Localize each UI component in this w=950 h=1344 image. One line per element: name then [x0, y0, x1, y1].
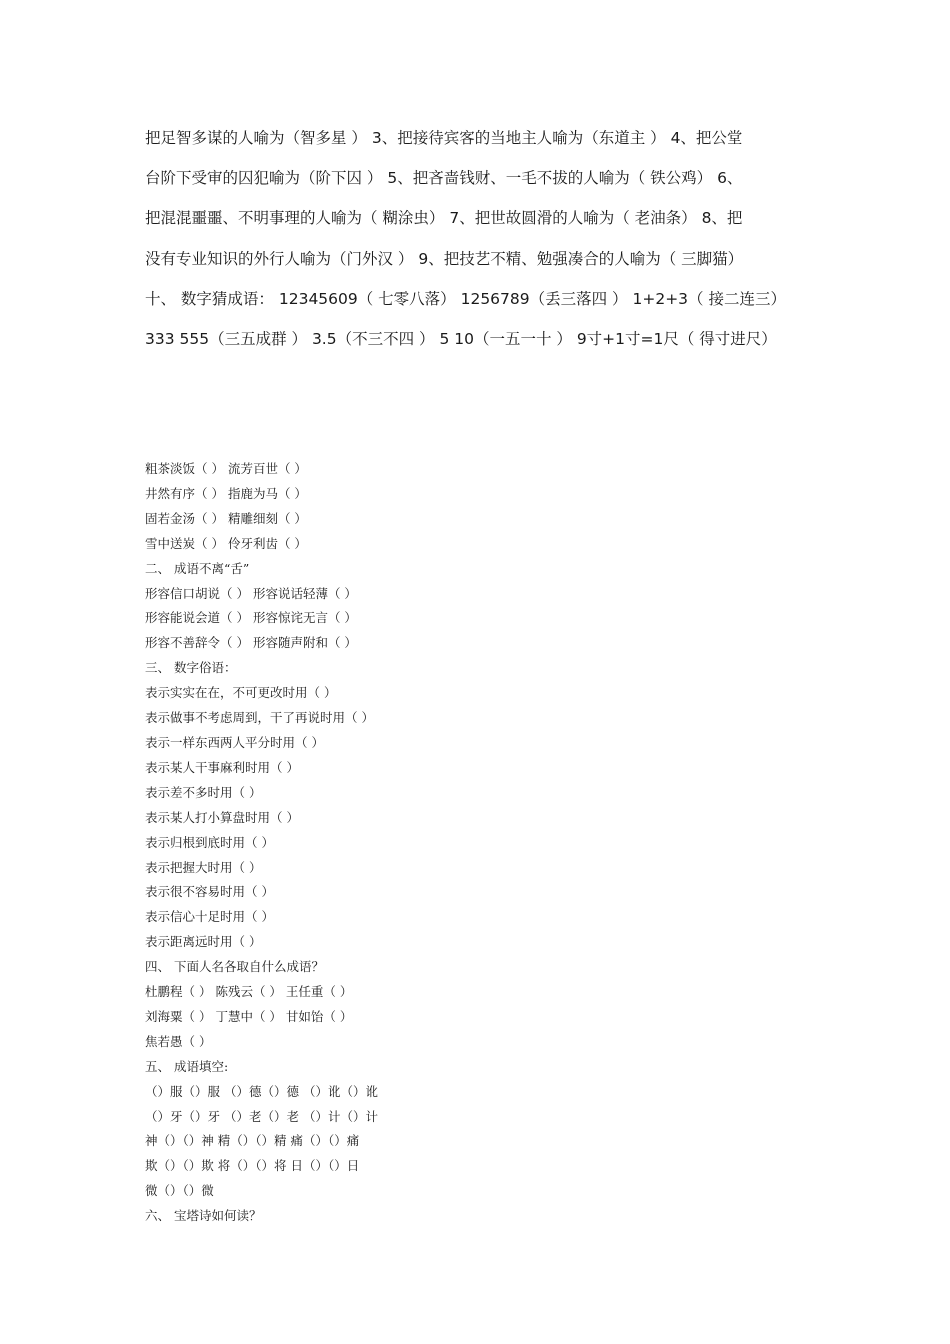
- section-heading: 三、 数字俗语：: [145, 660, 237, 676]
- section-heading: 六、 宝塔诗如何读？: [145, 1208, 262, 1224]
- exercise-line: 神（）（）神 精（）（）精 痛（）（）痛: [145, 1133, 360, 1149]
- paragraph-line: 台阶下受审的囚犯喻为（阶下囚 ） 5、把吝啬钱财、一毛不拔的人喻为（ 铁公鸡） 6、: [145, 169, 743, 188]
- exercise-line: 形容信口胡说（ ） 形容说话轻薄（ ）: [145, 585, 357, 601]
- section-heading: 四、 下面人名各取自什么成语？: [145, 959, 324, 975]
- paragraph-line: 没有专业知识的外行人喻为（门外汉 ） 9、把技艺不精、勉强凑合的人喻为（ 三脚猫）: [145, 249, 744, 268]
- exercise-line: 表示实实在在，不可更改时用（ ）: [145, 685, 337, 701]
- exercise-line: 表示距离远时用（ ）: [145, 934, 262, 950]
- exercise-line: 表示差不多时用（ ）: [145, 784, 262, 800]
- exercise-line: 粗茶淡饭（ ） 流芳百世（ ）: [145, 461, 307, 476]
- exercise-line: （）牙（）牙 （）老（）老 （）计（）计: [145, 1108, 378, 1124]
- exercise-list: [145, 457, 845, 1229]
- exercise-line: 形容能说会道（ ） 形容惊诧无言（ ）: [145, 610, 357, 626]
- exercise-line: 雪中送炭（ ） 伶牙利齿（ ）: [145, 535, 307, 551]
- exercise-line: 表示某人干事麻利时用（ ）: [145, 759, 299, 775]
- exercise-line: 表示某人打小算盘时用（ ）: [145, 809, 299, 825]
- paragraph-line: 把足智多谋的人喻为（智多星 ） 3、把接待宾客的当地主人喻为（东道主 ） 4、把公堂: [145, 129, 743, 147]
- exercise-line: 杜鹏程（ ） 陈残云（ ） 王任重（ ）: [145, 984, 353, 1000]
- exercise-line: 刘海粟（ ） 丁慧中（ ） 甘如饴（ ）: [145, 1008, 353, 1024]
- answer-paragraph: [145, 118, 815, 359]
- paragraph-line: 把混混噩噩、不明事理的人喻为（ 糊涂虫） 7、把世故圆滑的人喻为（ 老油条） 8、把: [145, 209, 743, 228]
- exercise-line: 固若金汤（ ） 精雕细刻（ ）: [145, 510, 307, 526]
- exercise-line: 表示做事不考虑周到，干了再说时用（ ）: [145, 710, 374, 726]
- exercise-line: （）服（）服 （）德（）德 （）讹（）讹: [145, 1083, 378, 1099]
- exercise-line: 微（）（）微: [145, 1183, 214, 1199]
- paragraph-line: 333 555（三五成群 ） 3.5（不三不四 ） 5 10（一五一十 ） 9寸+1寸=1尺（ 得寸进尺）: [145, 330, 777, 349]
- exercise-line: 形容不善辞令（ ） 形容随声附和（ ）: [145, 635, 357, 651]
- section-heading: 五、 成语填空:: [145, 1058, 229, 1074]
- exercise-line: 井然有序（ ） 指鹿为马（ ）: [145, 485, 307, 501]
- exercise-line: 欺（）（）欺 将（）（）将 日（）（）日: [145, 1158, 360, 1174]
- exercise-line: 表示一样东西两人平分时用（ ）: [145, 734, 324, 750]
- exercise-line: 表示归根到底时用（ ）: [145, 834, 274, 850]
- exercise-line: 表示把握大时用（ ）: [145, 859, 262, 875]
- exercise-line: 焦若愚（ ）: [145, 1033, 212, 1049]
- section-heading: 二、 成语不离“舌”: [145, 560, 250, 576]
- exercise-line: 表示很不容易时用（ ）: [145, 884, 274, 900]
- paragraph-line: 十、 数字猜成语： 12345609（ 七零八落） 1256789（丢三落四 ） 1+2+3（ 接二连三）: [145, 289, 786, 308]
- exercise-line: 表示信心十足时用（ ）: [145, 909, 274, 925]
